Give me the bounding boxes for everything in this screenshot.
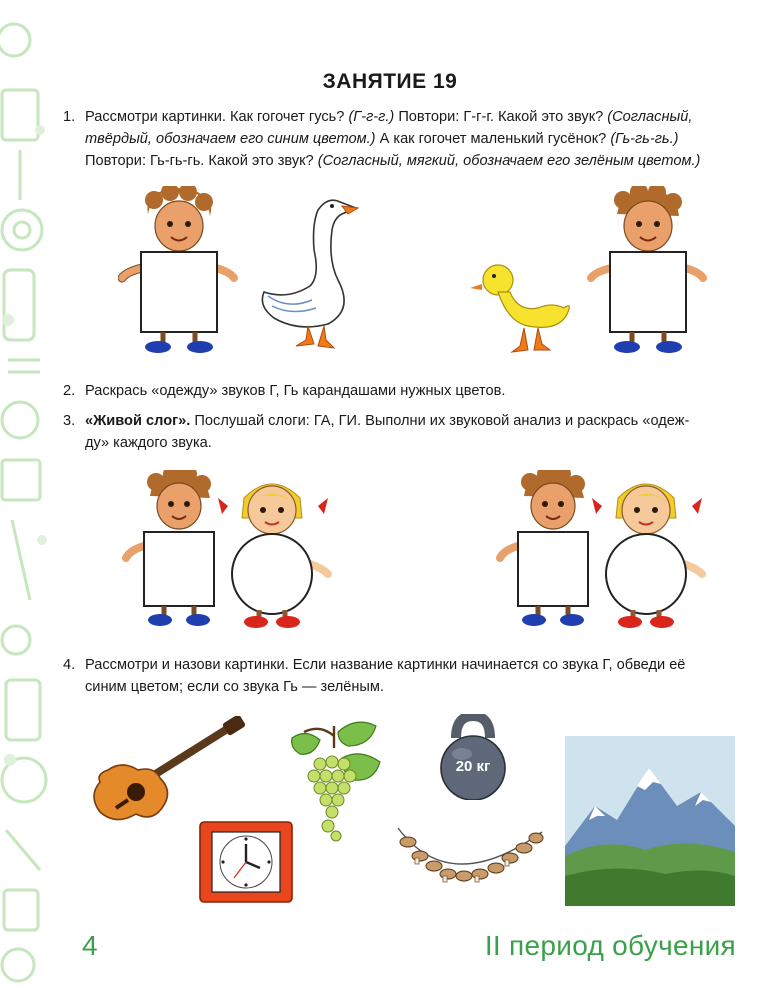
lesson-title: ЗАНЯТИЕ 19	[322, 70, 458, 93]
task-number: 2.	[63, 383, 76, 399]
boy-girl-syllable-pair-illustration	[122, 470, 332, 630]
gosling-illustration	[468, 262, 573, 357]
text-run: Рассмотри и назови картинки. Если название картинки начинается со звука Г, обведи её	[85, 657, 686, 673]
text-run: ду» каждого звука.	[85, 435, 212, 451]
text-run: Повтори: Г-г-г. Какой это звук?	[394, 109, 608, 125]
task-2	[63, 380, 740, 402]
task-number: 1.	[63, 109, 76, 125]
text-run: Послушай слоги: ГА, ГИ. Выполни их звуковой анализ и раскрась «одеж-	[190, 413, 690, 429]
task-1	[63, 106, 740, 172]
girl-figure	[592, 484, 702, 628]
text-run-italic: (Согласный, мягкий, обозначаем его зелёным цветом.)	[317, 153, 701, 169]
text-run: Рассмотри картинки. Как гогочет гусь?	[85, 109, 349, 125]
boy-figure	[126, 470, 214, 626]
text-run: Повтори: Гь-гь-гь. Какой это звук?	[85, 153, 318, 169]
task-text-line	[85, 654, 740, 676]
guitar-illustration	[86, 716, 246, 826]
text-run-italic: (Гь-гь-гь.)	[610, 131, 679, 147]
text-run: Раскрась «одежду» звуков Г, Гь карандашами нужных цветов.	[85, 383, 506, 399]
decorative-margin-strip	[0, 0, 52, 1000]
task-number: 3.	[63, 413, 76, 429]
task-text-line	[85, 380, 740, 402]
text-run-italic: (Г-г-г.)	[348, 109, 395, 125]
page-number: 4	[82, 930, 98, 961]
boy-square-card-illustration	[587, 186, 707, 356]
text-run-italic: (Согласный,	[607, 109, 693, 125]
task-text-line	[85, 128, 740, 150]
goose-illustration	[258, 190, 363, 350]
weight-label: 20 кг	[455, 758, 491, 775]
task-number: 4.	[63, 657, 76, 673]
task-text-line	[85, 150, 740, 172]
task-text-line	[85, 676, 740, 698]
grapes-illustration	[290, 718, 385, 843]
mountains-landscape-illustration	[565, 736, 735, 906]
task-4	[63, 654, 740, 698]
task-3	[63, 410, 740, 454]
task-text-line	[85, 432, 740, 454]
boy-figure	[500, 470, 588, 626]
task-text-line	[85, 410, 740, 432]
text-run-italic: твёрдый, обозначаем его синим цветом.)	[85, 131, 376, 147]
text-run: синим цветом; если со звука Гь — зелёным.	[85, 679, 384, 695]
girl-figure	[218, 484, 328, 628]
boy-square-card-illustration	[118, 186, 238, 356]
text-run: А как гогочет маленький гусёнок?	[375, 131, 611, 147]
task-text-line	[85, 106, 740, 128]
kettlebell-illustration	[426, 714, 520, 800]
mushroom-garland-illustration	[390, 820, 550, 900]
alarm-clock-illustration	[196, 818, 296, 906]
text-run-bold: «Живой слог».	[85, 413, 191, 429]
section-footer-label: II период обучения	[484, 930, 736, 961]
boy-girl-syllable-pair-illustration	[496, 470, 706, 630]
